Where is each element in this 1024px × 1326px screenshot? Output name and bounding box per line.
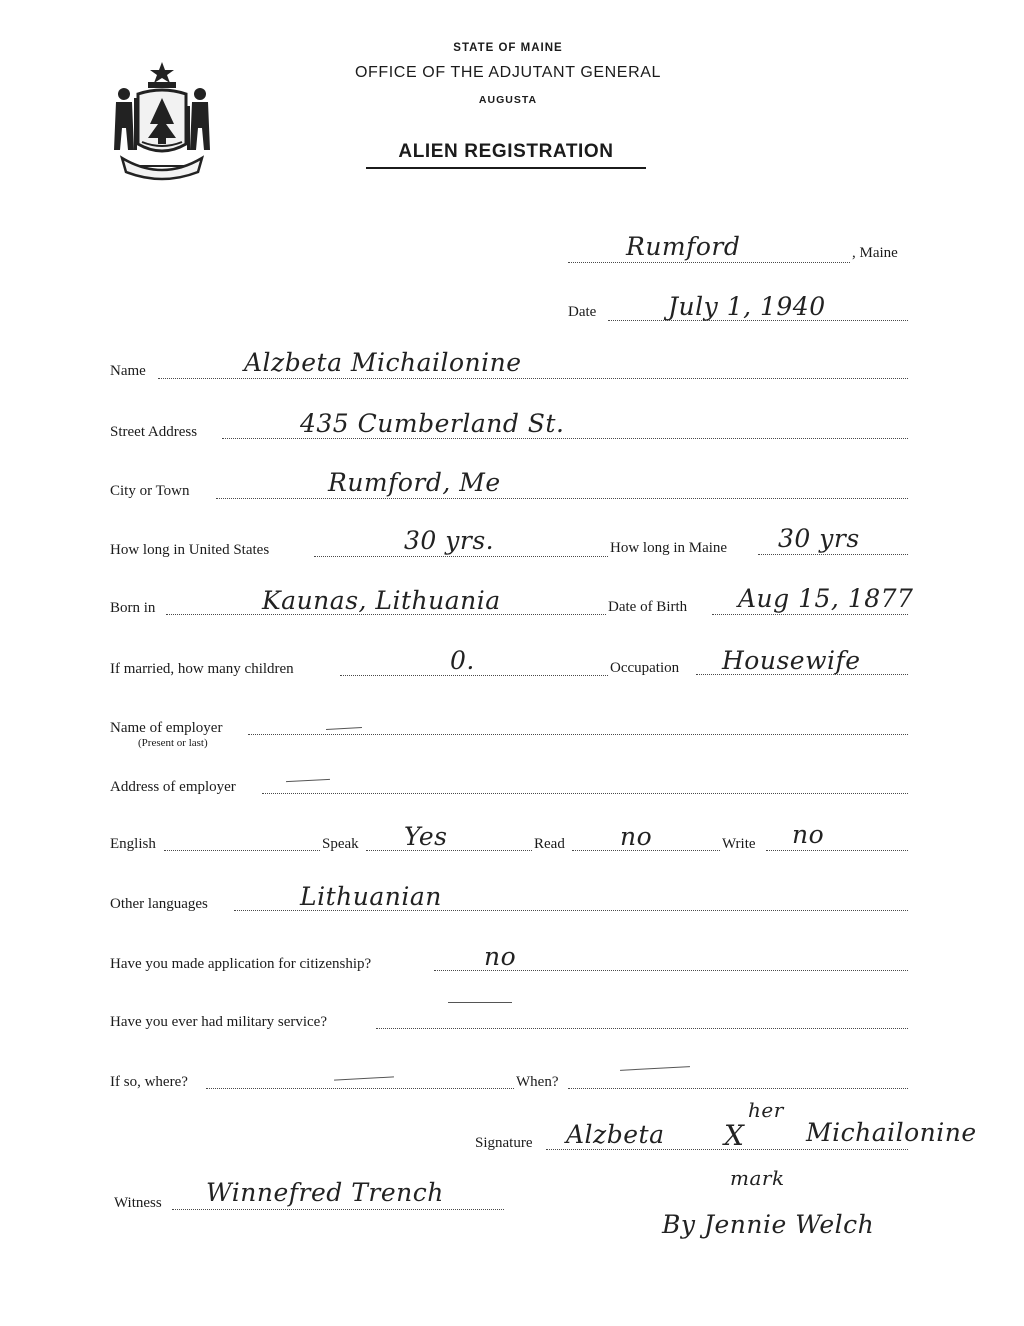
us-duration-value: 30 yrs. [404, 526, 495, 555]
military-label: Have you ever had military service? [110, 1014, 327, 1030]
us-duration-field-line [314, 556, 608, 557]
form-title: ALIEN REGISTRATION [398, 141, 614, 162]
when-field-line [568, 1088, 908, 1089]
speak-field-line [366, 850, 532, 851]
signature-by-witness: By Jennie Welch [662, 1210, 875, 1239]
state-heading: STATE OF MAINE [453, 42, 563, 54]
signature-last-name: Michailonine [806, 1118, 977, 1147]
occupation-label: Occupation [610, 660, 680, 676]
employer-label: Name of employer [110, 720, 223, 736]
witness-label: Witness [114, 1195, 162, 1211]
city-value: Rumford, Me [328, 468, 501, 497]
employer-address-field-line [262, 793, 908, 794]
date-value: July 1, 1940 [668, 292, 826, 321]
dob-value: Aug 15, 1877 [738, 584, 914, 613]
maine-duration-label: How long in Maine [610, 540, 728, 556]
employer-sublabel: (Present or last) [138, 737, 208, 749]
us-duration-label: How long in United States [110, 542, 270, 558]
signature-mark-word: mark [730, 1166, 785, 1190]
dob-label: Date of Birth [608, 599, 688, 615]
read-value: no [620, 822, 653, 851]
witness-field-line [172, 1209, 504, 1210]
english-field-line [164, 850, 320, 851]
city-label: City or Town [110, 483, 190, 499]
military-dash-mark [448, 1002, 512, 1003]
born-in-value: Kaunas, Lithuania [262, 586, 501, 615]
place-field-line [568, 262, 850, 263]
name-value: Alzbeta Michailonine [244, 348, 522, 377]
write-value: no [792, 820, 825, 849]
read-label: Read [534, 836, 565, 852]
street-value: 435 Cumberland St. [300, 409, 565, 438]
employer-address-dash-mark [286, 779, 330, 782]
english-label: English [110, 836, 156, 852]
when-label: When? [516, 1074, 559, 1090]
employer-dash-mark [326, 727, 362, 730]
office-heading: OFFICE OF THE ADJUTANT GENERAL [354, 64, 662, 81]
maine-duration-field-line [758, 554, 908, 555]
born-in-label: Born in [110, 600, 156, 616]
where-label: If so, where? [110, 1074, 188, 1090]
write-label: Write [722, 836, 756, 852]
city-field-line [216, 498, 908, 499]
when-dash-mark [620, 1066, 690, 1071]
signature-her: her [748, 1098, 784, 1122]
employer-field-line [248, 734, 908, 735]
speak-label: Speak [322, 836, 359, 852]
street-field-line [222, 438, 908, 439]
citizenship-label: Have you made application for citizenship? [110, 956, 372, 972]
where-dash-mark [334, 1076, 394, 1080]
dob-field-line [712, 614, 908, 615]
name-label: Name [110, 363, 146, 379]
signature-label: Signature [475, 1135, 533, 1151]
children-label: If married, how many children [110, 661, 294, 677]
witness-value: Winnefred Trench [206, 1178, 444, 1207]
other-languages-value: Lithuanian [300, 882, 442, 911]
signature-x-mark: X [724, 1119, 745, 1152]
military-field-line [376, 1028, 908, 1029]
street-label: Street Address [110, 424, 198, 440]
employer-address-label: Address of employer [110, 779, 236, 795]
date-label: Date [568, 304, 597, 320]
maine-duration-value: 30 yrs [778, 524, 860, 553]
speak-value: Yes [404, 822, 448, 851]
write-field-line [766, 850, 908, 851]
citizenship-value: no [484, 942, 517, 971]
children-value: 0. [450, 646, 475, 675]
name-field-line [158, 378, 908, 379]
occupation-value: Housewife [722, 646, 861, 675]
place-value: Rumford [626, 232, 741, 261]
city-heading: AUGUSTA [478, 94, 538, 106]
where-field-line [206, 1088, 514, 1089]
place-suffix: , Maine [852, 245, 898, 261]
other-languages-label: Other languages [110, 896, 208, 912]
children-field-line [340, 675, 608, 676]
title-underline [366, 167, 646, 169]
signature-first-name: Alzbeta [566, 1120, 665, 1149]
